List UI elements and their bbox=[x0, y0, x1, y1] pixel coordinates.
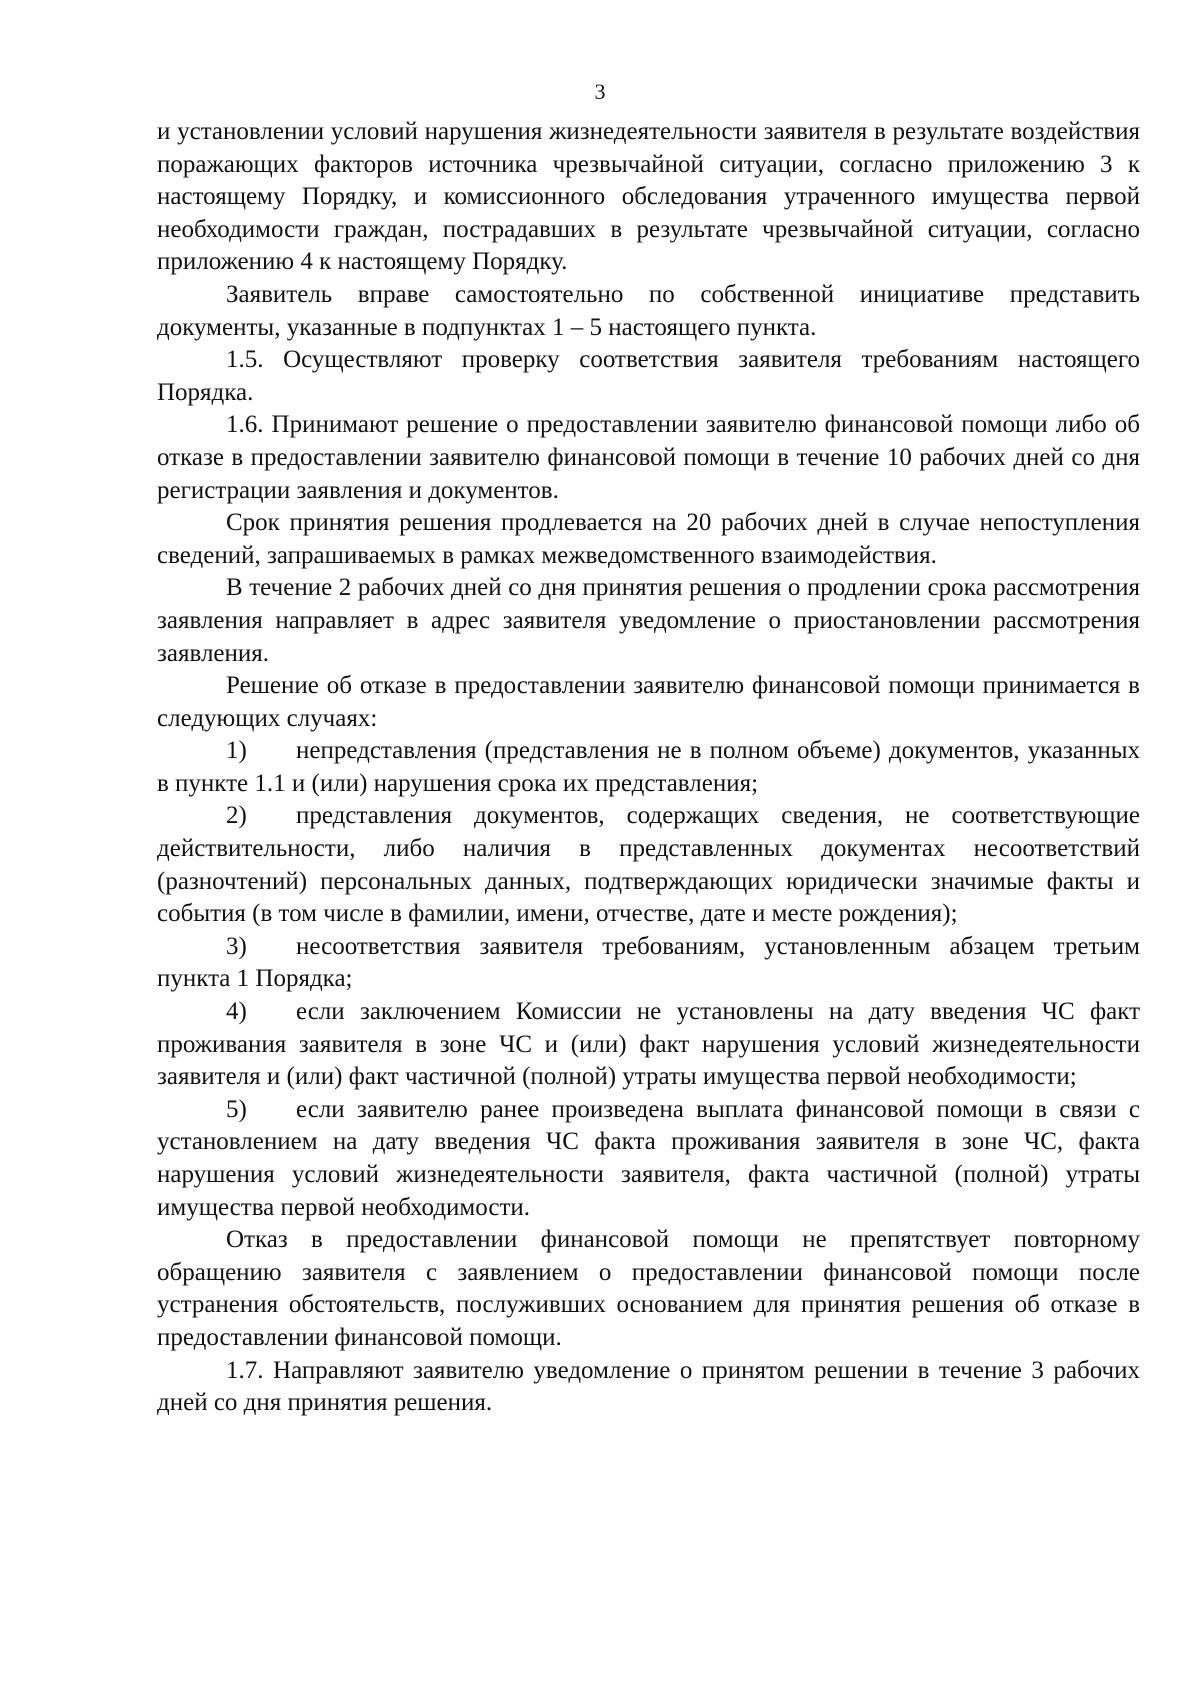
list-item bbox=[157, 735, 1140, 800]
paragraph-refusal-cases: Решение об отказе в предоставлении заявителю финансовой помощи принимается в следующих случаях: bbox=[157, 672, 1140, 732]
paragraph-applicant-right: Заявитель вправе самостоятельно по собственной инициативе представить документы, указанные в подпунктах 1 – 5 настоящего пункта. bbox=[157, 280, 1140, 341]
list-item-number: 4) bbox=[226, 998, 247, 1026]
list-item bbox=[157, 996, 1140, 1094]
paragraph-continuation: и установлении условий нарушения жизнедеятельности заявителя в результате воздействия поражающих факторов источника чрезвычайной ситуации, согласно приложению 3 к настоящему Порядку, и комиссионного обследования утраченного имущества первой необходимости граждан, пострадавших в результате чрезвычайной ситуации, согласно приложению 4 к настоящему Порядку. bbox=[157, 118, 1140, 276]
paragraph-notification: В течение 2 рабочих дней со дня принятия решения о продлении срока рассмотрения заявления направляет в адрес заявителя уведомление о приостановлении рассмотрения заявления. bbox=[157, 574, 1140, 667]
list-item-text: если заключением Комиссии не установлены на дату введения ЧС факт проживания заявителя в зоне ЧС и (или) факт нарушения условий жизнедеятельности заявителя и (или) факт частичной (полной) утраты имущества первой необходимости; bbox=[157, 998, 1140, 1091]
list-item-number: 1) bbox=[226, 737, 247, 765]
paragraph-term-extension: Срок принятия решения продлевается на 20 рабочих дней в случае непоступления сведений, запрашиваемых в рамках межведомственного взаимодействия. bbox=[157, 509, 1140, 569]
list-item-number: 5) bbox=[226, 1095, 247, 1123]
paragraph-1-5: 1.5. Осуществляют проверку соответствия заявителя требованиям настоящего Порядка. bbox=[157, 346, 1140, 406]
list-item-text: представления документов, содержащих сведения, не соответствующие действительности, либо наличия в представленных документах несоответствий (разночтений) персональных данных, подтверждающих юридически значимые факты и события (в том числе в фамилии, имени, отчестве, дате и месте рождения); bbox=[157, 802, 1140, 928]
list-item-number: 3) bbox=[226, 932, 247, 960]
list-item-number: 2) bbox=[226, 802, 247, 830]
document-body bbox=[157, 116, 1140, 1420]
list-item-text: непредставления (представления не в полном объеме) документов, указанных в пункте 1.1 и (или) нарушения срока их представления; bbox=[157, 737, 1140, 797]
list-item bbox=[157, 931, 1140, 996]
list-item-text: если заявителю ранее произведена выплата финансовой помощи в связи с установлением на дату введения ЧС факта проживания заявителя в зоне ЧС, факта нарушения условий жизнедеятельности заявителя, факта частичной (полной) утраты имущества первой необходимости. bbox=[157, 1095, 1140, 1221]
page-number: 3 bbox=[594, 79, 606, 104]
list-item bbox=[157, 800, 1140, 930]
list-item bbox=[157, 1094, 1140, 1224]
paragraph-1-6: 1.6. Принимают решение о предоставлении заявителю финансовой помощи либо об отказе в предоставлении заявителю финансовой помощи в течение 10 рабочих дней со дня регистрации заявления и документов. bbox=[157, 411, 1140, 504]
paragraph-refusal-no-obstacle: Отказ в предоставлении финансовой помощи не препятствует повторному обращению заявителя с заявлением о предоставлении финансовой помощи после устранения обстоятельств, послуживших основанием для принятия решения об отказе в предоставлении финансовой помощи. bbox=[157, 1226, 1140, 1351]
list-item-text: несоответствия заявителя требованиям, установленным абзацем третьим пункта 1 Порядка; bbox=[157, 932, 1140, 993]
paragraph-1-7: 1.7. Направляют заявителю уведомление о принятом решении в течение 3 рабочих дней со дня принятия решения. bbox=[157, 1356, 1140, 1417]
